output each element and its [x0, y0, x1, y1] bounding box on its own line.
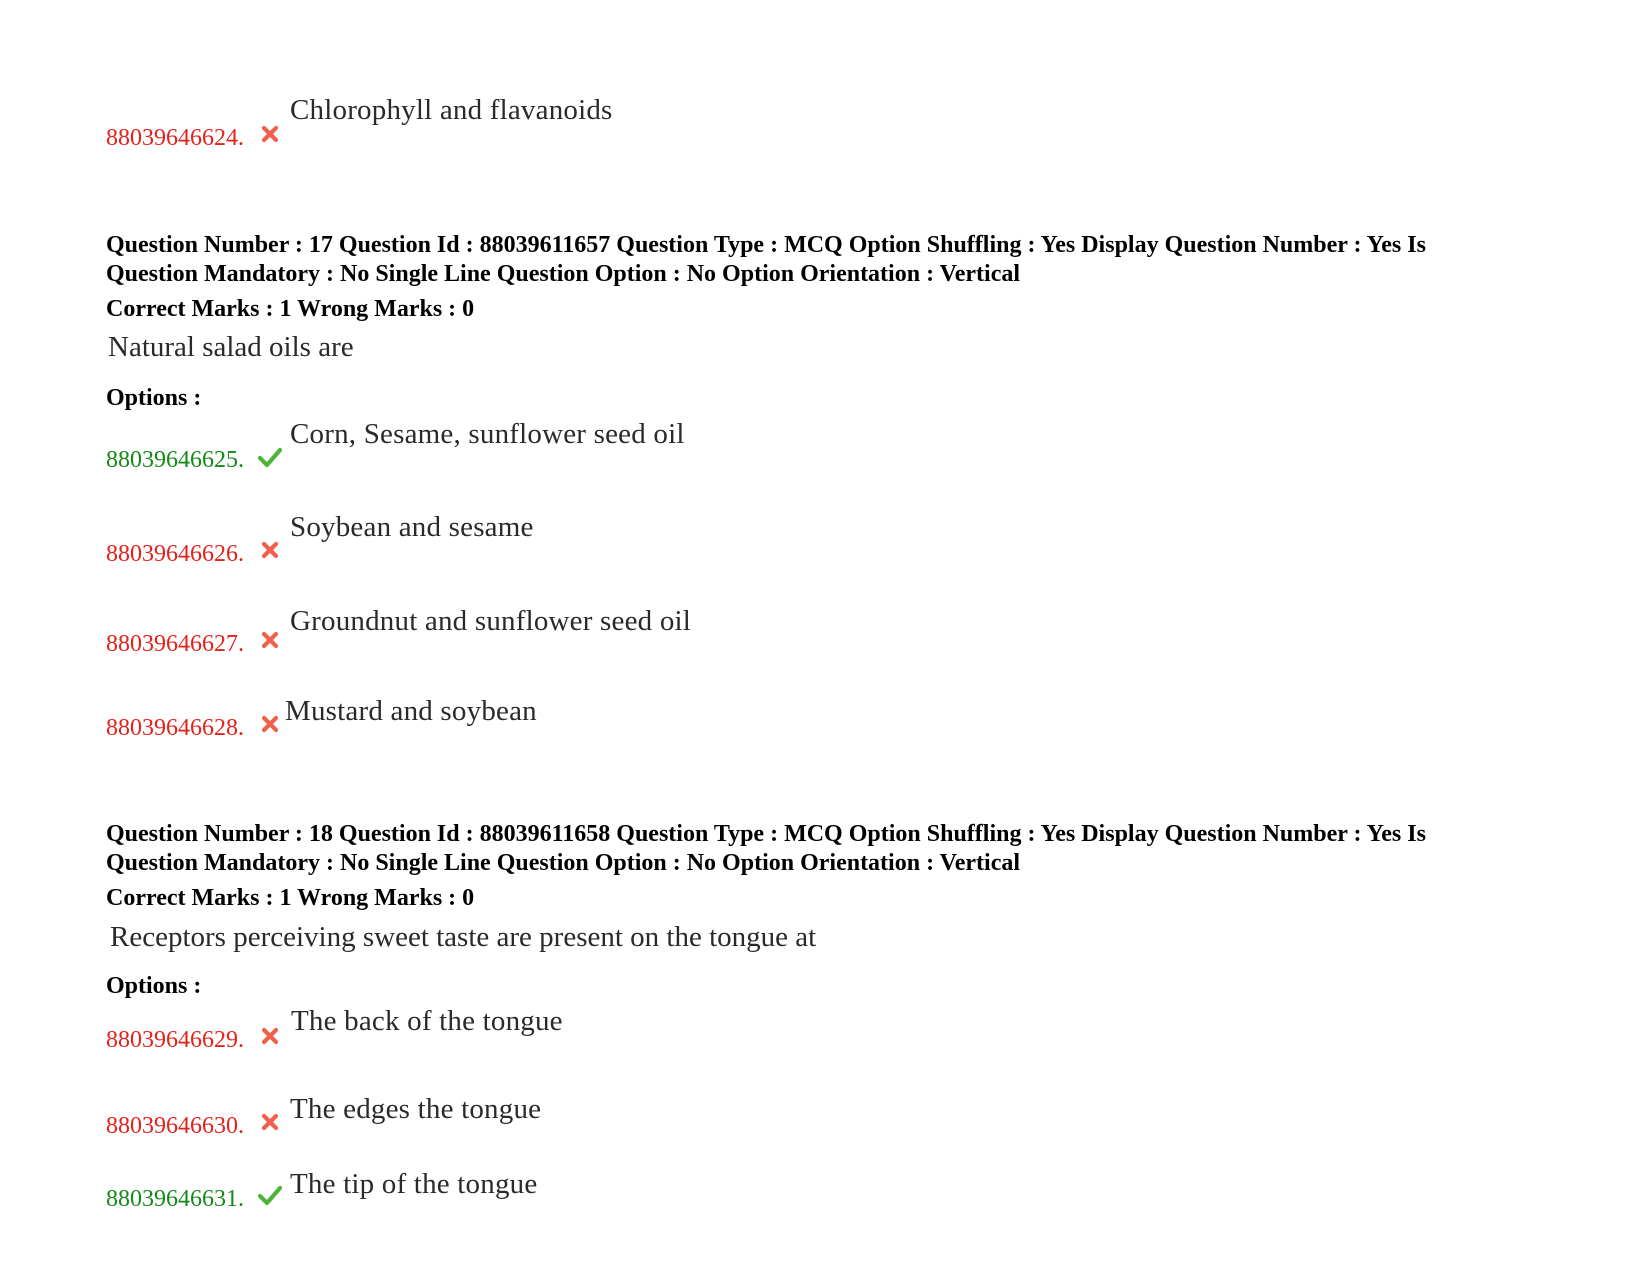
option-text: Soybean and sesame — [290, 511, 534, 543]
option-id: 88039646628. — [106, 715, 244, 741]
options-label: Options : — [106, 385, 202, 411]
question-metadata — [106, 820, 1546, 877]
option-text: The back of the tongue — [291, 1005, 563, 1037]
option-id: 88039646627. — [106, 631, 244, 657]
question-metadata — [106, 231, 1546, 288]
option-text: Groundnut and sunflower seed oil — [290, 605, 692, 637]
cross-icon — [259, 539, 281, 561]
question-metadata-line: Question Number : 18 Question Id : 88039611658 Question Type : MCQ Option Shuffling : Yes Display Question Number : Yes Is — [106, 821, 1426, 847]
cross-icon — [259, 1111, 281, 1133]
option-text: Mustard and soybean — [285, 695, 537, 727]
marks-info: Correct Marks : 1 Wrong Marks : 0 — [106, 296, 475, 322]
question-text: Receptors perceiving sweet taste are present on the tongue at — [110, 921, 817, 953]
cross-icon — [259, 1025, 281, 1047]
option-text: The tip of the tongue — [290, 1168, 538, 1200]
option-text: Corn, Sesame, sunflower seed oil — [290, 418, 685, 450]
option-text: The edges the tongue — [290, 1093, 542, 1125]
option-id: 88039646626. — [106, 541, 244, 567]
question-metadata-line: Question Number : 17 Question Id : 88039611657 Question Type : MCQ Option Shuffling : Yes Display Question Number : Yes Is — [106, 232, 1426, 258]
option-text: Chlorophyll and flavanoids — [290, 94, 613, 126]
cross-icon — [259, 629, 281, 651]
option-id: 88039646625. — [106, 447, 244, 473]
option-id: 88039646631. — [106, 1186, 244, 1212]
question-metadata-line: Question Mandatory : No Single Line Question Option : No Option Orientation : Vertical — [106, 260, 1021, 287]
cross-icon — [259, 123, 281, 145]
option-id: 88039646624. — [106, 125, 244, 151]
options-label: Options : — [106, 973, 202, 999]
question-text: Natural salad oils are — [108, 331, 354, 363]
option-id: 88039646630. — [106, 1113, 244, 1139]
marks-info: Correct Marks : 1 Wrong Marks : 0 — [106, 885, 475, 911]
option-id: 88039646629. — [106, 1027, 244, 1053]
check-icon — [257, 446, 283, 468]
cross-icon — [259, 713, 281, 735]
question-metadata-line: Question Mandatory : No Single Line Question Option : No Option Orientation : Vertical — [106, 849, 1021, 876]
check-icon — [257, 1184, 283, 1206]
